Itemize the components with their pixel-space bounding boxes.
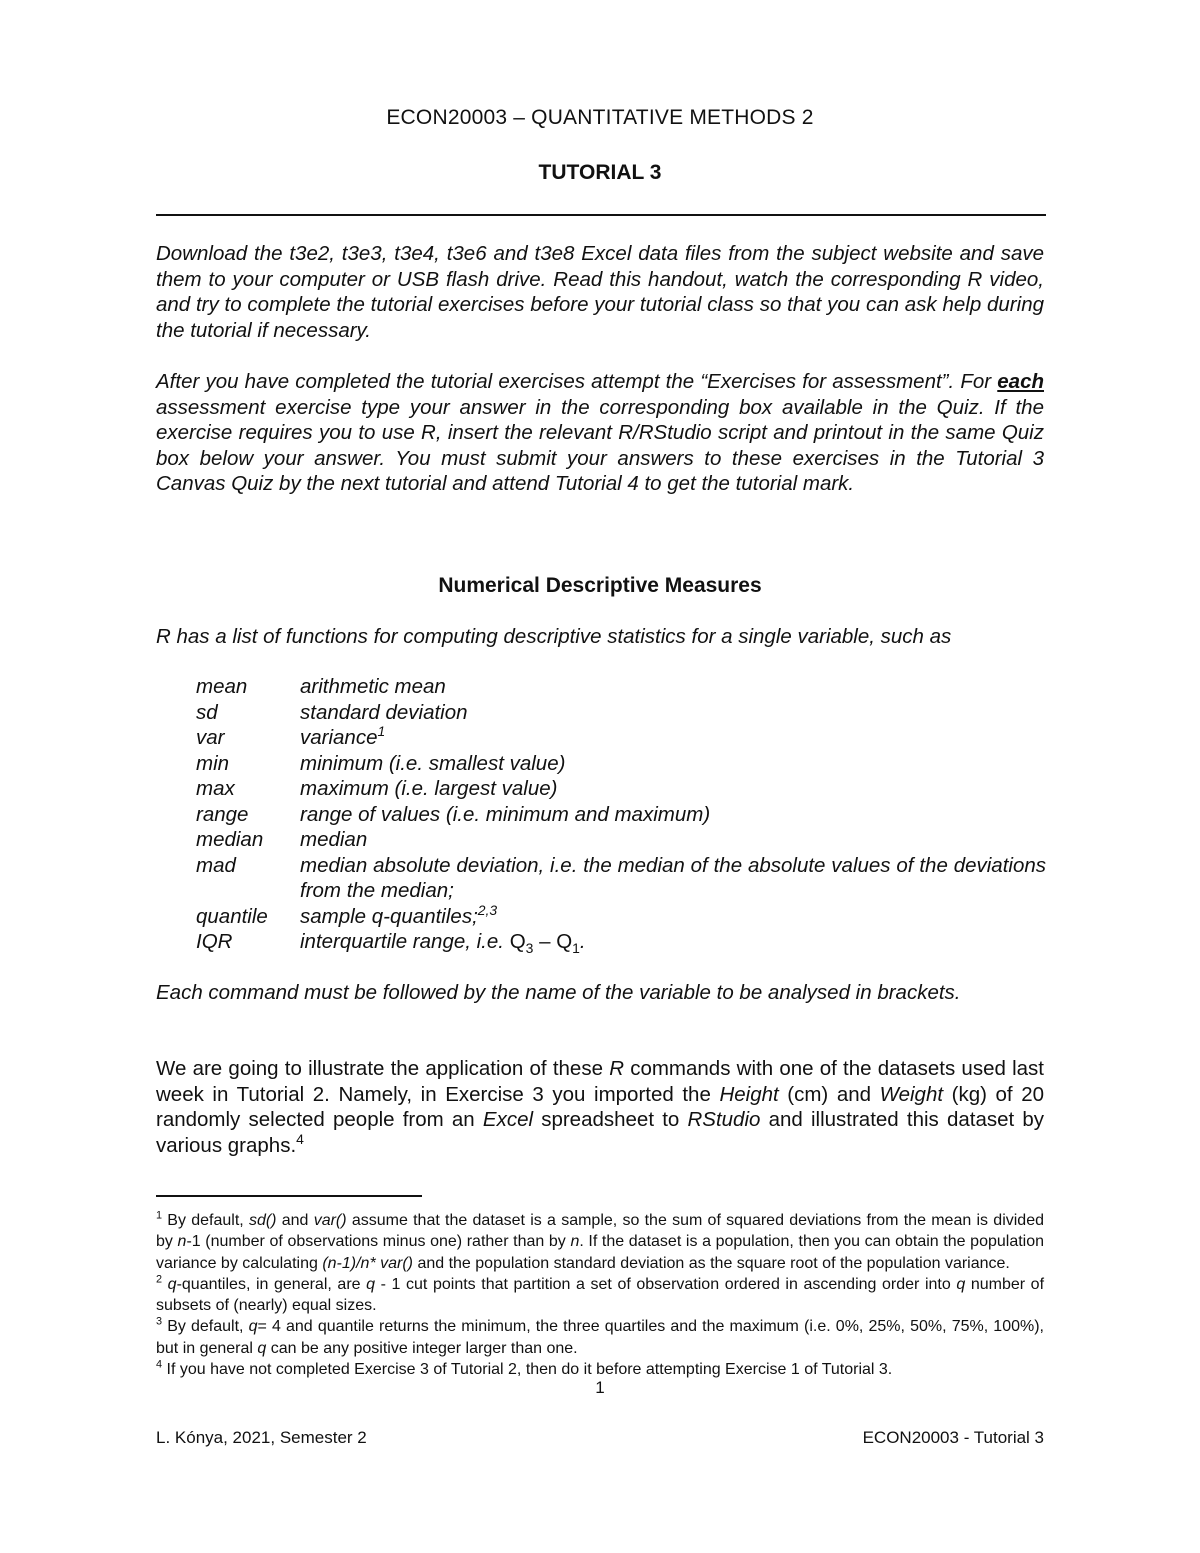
footnote-2: $^2$ q-quantiles, in general, are q - 1 cut points that partition a set of observation ordered in ascending order into q number of subsets of (nearly) equal sizes. (156, 1273, 1045, 1315)
function-row: max maximum (i.e. largest value) (196, 777, 558, 800)
assessment-paragraph: After you have completed the tutorial exercises attempt the “Exercises for assessment”. For each assessment exercise type your answer in the corresponding box available in the Quiz. If the exercise requires you to use R, insert the relevant R/RStudio script and printout in the same Quiz box below your answer. You must submit your answers to these exercises in the Tutorial 3 Canvas Quiz by the next tutorial and attend Tutorial 4 to get the tutorial mark. (156, 370, 1044, 496)
footnote-4: $^4$ If you have not completed Exercise 3 of Tutorial 2, then do it before attempting Exercise 1 of Tutorial 3. (156, 1358, 893, 1379)
function-row: sd standard deviation (196, 700, 468, 724)
document-title: ECON20003 – QUANTITATIVE METHODS 2 (386, 106, 814, 129)
function-row: IQR interquartile range, i.e. $Q_3 - Q_1$. (196, 930, 586, 957)
function-row: range range of values (i.e. minimum and maximum) (196, 802, 711, 826)
function-row: quantile sample q-quantiles;$^{2,3}$ (196, 901, 498, 928)
title-divider (156, 214, 1046, 216)
command-note: Each command must be followed by the name of the variable to be analysed in brackets. (156, 981, 961, 1004)
function-row: min minimum (i.e. smallest value) (196, 751, 566, 775)
section-heading: Numerical Descriptive Measures (438, 574, 762, 597)
tutorial-heading: TUTORIAL 3 (538, 161, 662, 184)
function-row: median median (196, 828, 368, 851)
intro-paragraph: Download the t3e2, t3e3, t3e4, t3e6 and t3e8 Excel data files from the subject website and save them to your computer or USB flash drive. Read this handout, watch the corresponding R video, and try to complete the tutorial exercises before your tutorial class so that you can ask help during the tutorial if necessary. (156, 242, 1044, 342)
footnote-ref: 1 (377, 723, 386, 740)
emphasis-each: each (997, 370, 1044, 393)
footnote-ref: 2,3 (477, 901, 498, 918)
page-number: 1 (595, 1378, 605, 1397)
functions-lead: R has a list of functions for computing descriptive statistics for a single variable, such as (156, 625, 952, 648)
illustration-paragraph: We are going to illustrate the application of these R commands with one of the datasets used last week in Tutorial 2. Namely, in Exercise 3 you imported the Height (cm) and Weight (kg) of 20 randomly selected people from an Excel spreadsheet to RStudio and illustrated this dataset by various graphs.$^4$ (156, 1057, 1045, 1157)
function-row: mean arithmetic mean (196, 675, 446, 698)
footnote-3: $^3$ By default, q= 4 and quantile returns the minimum, the three quartiles and the maximum (i.e. 0%, 25%, 50%, 75%, 100%), but in general q can be any positive integer larger than one. (156, 1316, 1044, 1357)
footnotes (156, 1210, 1044, 1380)
footnote-1: $^1$ By default, sd() and var() assume that the dataset is a sample, so the sum of squared deviations from the mean is divided by n-1 (number of observations minus one) rather than by n. If the dataset is a population, then you can obtain the population variance by calculating (n-1)/n* var() and the population standard deviation as the square root of the population variance. (156, 1209, 1045, 1272)
footnote-divider (156, 1195, 422, 1197)
function-row: var variance$^1$ (196, 723, 386, 749)
footnote-ref: 4 (296, 1130, 304, 1147)
function-row: mad median absolute deviation, i.e. the median of the absolute values of the deviations from the median; (196, 853, 1046, 902)
footer-course: ECON20003 - Tutorial 3 (862, 1428, 1044, 1447)
footer-author: L. Kónya, 2021, Semester 2 (156, 1428, 367, 1447)
function-list (196, 674, 1046, 955)
